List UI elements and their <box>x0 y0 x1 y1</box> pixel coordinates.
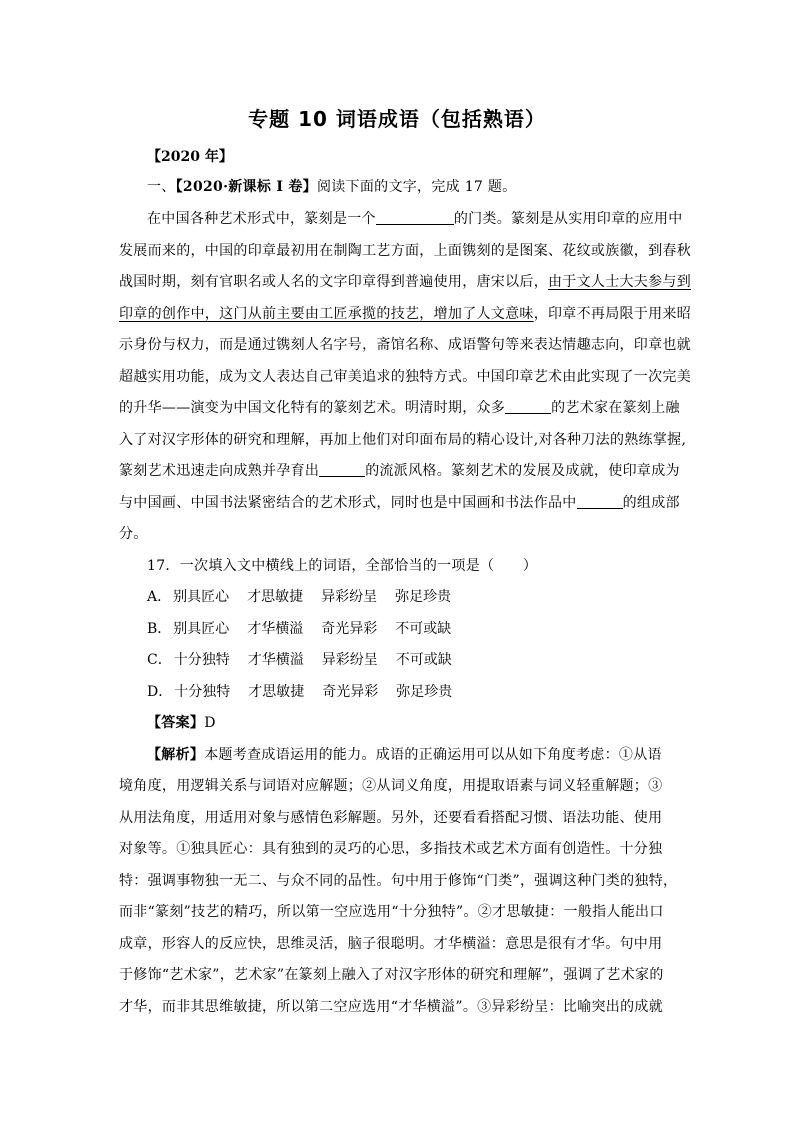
passage-text: 与中国画、中国书法紧密结合的艺术形式，同时也是中国画和书法作品中 <box>119 495 577 511</box>
fill-blank-4 <box>577 494 623 509</box>
passage-text: 的组成部 <box>622 495 680 511</box>
analysis-line: 而非“篆刻”技艺的精巧，所以第一空应选用“十分独特”。②才思敏捷：一般指人能出口 <box>119 904 664 920</box>
year-tag: 【2020 年】 <box>147 149 233 165</box>
option-word: 才思敏捷 <box>247 589 304 605</box>
option-word: 别具匠心 <box>173 621 230 637</box>
option-word: 异彩纷呈 <box>321 589 378 605</box>
passage-text: 战国时期，刻有官职名或人名的文字印章得到普遍使用，唐宋以后， <box>119 274 548 290</box>
option-word: 弥足珍贵 <box>396 684 453 700</box>
analysis-line: 才华，而非其思维敏捷，所以第二空应选用“才华横溢”。③异彩纷呈：比喻突出的成就 <box>119 999 664 1015</box>
section-prefix: 一、 <box>147 179 176 195</box>
passage-line: 示身份与权力，而是通过镌刻人名字号，斋馆名称、成语警句等来表达情趣志向，印章也就 <box>119 337 691 353</box>
option-word: 异彩纷呈 <box>321 652 378 668</box>
option-c <box>147 649 470 669</box>
option-b <box>147 618 469 638</box>
fill-blank-3 <box>319 462 365 477</box>
passage-line: 发展而来的，中国的印章最初用在制陶工艺方面，上面镌刻的是图案、花纹或族徽，到春秋 <box>119 243 691 259</box>
option-word: 才华横溢 <box>247 621 304 637</box>
option-label: C． <box>147 652 172 668</box>
analysis-line: 成章，形容人的反应快，思维灵活，脑子很聪明。才华横溢：意思是很有才华。句中用 <box>119 936 663 952</box>
page-title: 专题 10 词语成语（包括熟语） <box>248 107 546 131</box>
option-word: 不可或缺 <box>395 621 452 637</box>
question-stem: 17．一次填入文中横线上的词语，全部恰当的一项是（ ） <box>147 558 538 574</box>
passage-text: 在中国各种艺术形式中，篆刻是一个 <box>147 211 376 227</box>
passage-text: 的流派风格。篆刻艺术的发展及成就，使印章成为 <box>365 463 680 479</box>
answer-value: D <box>204 715 216 731</box>
option-word: 十分独特 <box>174 684 231 700</box>
section-heading <box>147 176 516 196</box>
passage-line <box>119 460 680 480</box>
option-d <box>147 681 470 701</box>
passage-text: ，印章不再局限于用来昭 <box>533 306 692 322</box>
fill-blank-1 <box>376 210 454 225</box>
analysis-line: 从用法角度，用适用对象与感情色彩解题。另外，还要看看搭配习惯、语法功能、使用 <box>119 810 663 826</box>
section-source: 【2020·新课标 I 卷】 <box>175 179 317 195</box>
option-label: D． <box>147 684 173 700</box>
analysis-text: 本题考查成语运用的能力。成语的正确运用可以从如下角度考虑：①从语 <box>204 747 662 763</box>
passage-line <box>147 208 683 228</box>
analysis-line <box>147 744 662 764</box>
option-word: 奇光异彩 <box>321 621 378 637</box>
passage-line: 超越实用功能，成为文人表达自己审美追求的独特方式。中国印章艺术由此实现了一次完美 <box>119 369 691 385</box>
underlined-sentence: 印章的创作中，这门从前主要由工匠承揽的技艺，增加了人文意味 <box>119 306 534 322</box>
option-word: 才思敏捷 <box>248 684 305 700</box>
passage-line <box>119 271 691 291</box>
fill-blank-2 <box>505 399 551 414</box>
passage-text: 的门类。篆刻是从实用印章的应用中 <box>453 211 683 227</box>
underlined-sentence: 由于文人士大夫参与到 <box>548 274 691 290</box>
option-word: 奇光异彩 <box>322 684 379 700</box>
option-word: 十分独特 <box>173 652 230 668</box>
analysis-line: 特：强调事物独一无二、与众不同的品性。句中用于修饰“门类”，强调这种门类的独特， <box>119 873 678 889</box>
analysis-line: 于修饰“艺术家”，艺术家”在篆刻上融入了对汉字形体的研究和理解”，强调了艺术家的 <box>119 967 664 983</box>
passage-text: 的升华——演变为中国文化特有的篆刻艺术。明清时期，众多 <box>119 400 506 416</box>
option-word: 别具匠心 <box>173 589 230 605</box>
answer-line <box>147 712 216 732</box>
passage-line: 入了对汉字形体的研究和理解，再加上他们对印面布局的精心设计,对各种刀法的熟练掌握, <box>119 432 687 448</box>
option-label: A． <box>147 589 172 605</box>
option-word: 才华横溢 <box>247 652 304 668</box>
section-instruction: 阅读下面的文字，完成 17 题。 <box>316 179 517 195</box>
option-word: 不可或缺 <box>395 652 452 668</box>
passage-line <box>119 303 691 323</box>
passage-text: 篆刻艺术迅速走向成熟并孕育出 <box>119 463 320 479</box>
option-label: B． <box>147 621 172 637</box>
analysis-line: 对象等。①独具匠心：具有独到的灵巧的心思，多指技术或艺术方面有创造性。十分独 <box>119 841 663 857</box>
option-a <box>147 586 469 606</box>
passage-text: 的艺术家在篆刻上融 <box>551 400 680 416</box>
passage-line <box>119 492 680 512</box>
analysis-tag: 【解析】 <box>147 747 205 763</box>
option-word: 弥足珍贵 <box>395 589 452 605</box>
analysis-line: 境角度，用逻辑关系与词语对应解题；②从词义角度，用提取语素与词义轻重解题；③ <box>119 778 663 794</box>
passage-line: 分。 <box>119 526 148 542</box>
answer-tag: 【答案】 <box>147 715 205 731</box>
passage-line <box>119 397 680 417</box>
